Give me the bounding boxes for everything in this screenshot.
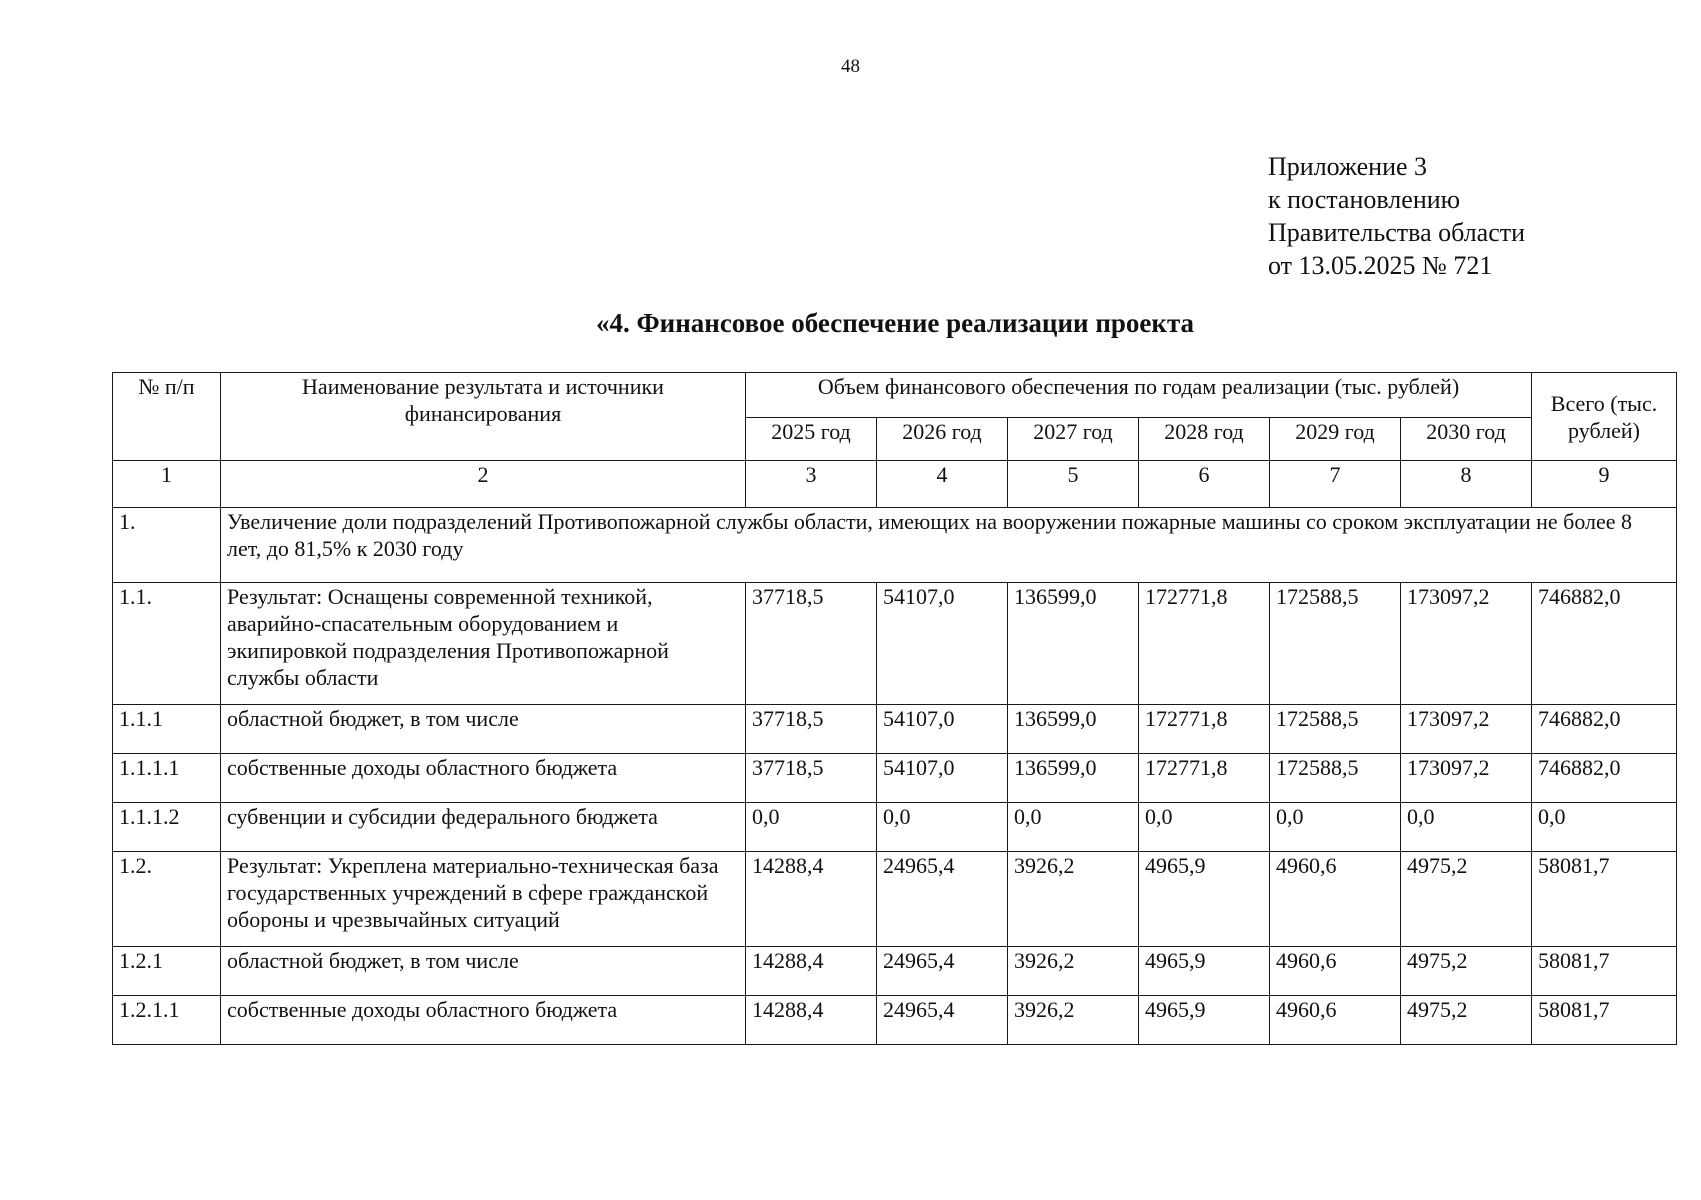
column-number: 4 bbox=[877, 461, 1008, 508]
header-year: 2029 год bbox=[1270, 418, 1401, 461]
row-total: 58081,7 bbox=[1532, 852, 1677, 947]
row-num: 1.1. bbox=[113, 583, 221, 705]
row-name: субвенции и субсидии федерального бюджета bbox=[221, 803, 746, 852]
row-name: собственные доходы областного бюджета bbox=[221, 754, 746, 803]
row-total: 746882,0 bbox=[1532, 705, 1677, 754]
header-year: 2027 год bbox=[1008, 418, 1139, 461]
row-value: 4965,9 bbox=[1139, 947, 1270, 996]
row-value: 172771,8 bbox=[1139, 705, 1270, 754]
appendix-block bbox=[1268, 150, 1525, 282]
row-num: 1.1.1.1 bbox=[113, 754, 221, 803]
table-row bbox=[113, 583, 1677, 705]
header-year: 2030 год bbox=[1401, 418, 1532, 461]
column-number: 1 bbox=[113, 461, 221, 508]
row-name: Результат: Оснащены современной техникой, аварийно-спасательным оборудованием и экипировкой подразделения Противопожарной службы области bbox=[221, 583, 746, 705]
row-value: 173097,2 bbox=[1401, 754, 1532, 803]
row-value: 24965,4 bbox=[877, 947, 1008, 996]
goal-num: 1. bbox=[113, 508, 221, 583]
column-number-row bbox=[113, 461, 1677, 508]
column-number: 8 bbox=[1401, 461, 1532, 508]
row-num: 1.2.1.1 bbox=[113, 996, 221, 1045]
row-num: 1.1.1.2 bbox=[113, 803, 221, 852]
header-year: 2028 год bbox=[1139, 418, 1270, 461]
row-num: 1.2.1 bbox=[113, 947, 221, 996]
row-value: 172771,8 bbox=[1139, 583, 1270, 705]
row-value: 4965,9 bbox=[1139, 852, 1270, 947]
goal-row bbox=[113, 508, 1677, 583]
header-volume: Объем финансового обеспечения по годам реализации (тыс. рублей) bbox=[746, 373, 1532, 418]
appendix-line-2: к постановлению bbox=[1268, 185, 1461, 214]
row-num: 1.2. bbox=[113, 852, 221, 947]
row-total: 58081,7 bbox=[1532, 947, 1677, 996]
row-value: 172588,5 bbox=[1270, 754, 1401, 803]
row-value: 37718,5 bbox=[746, 583, 877, 705]
row-total: 746882,0 bbox=[1532, 754, 1677, 803]
row-total: 0,0 bbox=[1532, 803, 1677, 852]
table-row bbox=[113, 852, 1677, 947]
row-value: 14288,4 bbox=[746, 996, 877, 1045]
data-rows bbox=[113, 583, 1677, 1045]
row-value: 54107,0 bbox=[877, 754, 1008, 803]
column-number: 9 bbox=[1532, 461, 1677, 508]
row-value: 37718,5 bbox=[746, 705, 877, 754]
row-value: 0,0 bbox=[1270, 803, 1401, 852]
row-value: 172771,8 bbox=[1139, 754, 1270, 803]
row-value: 136599,0 bbox=[1008, 754, 1139, 803]
row-value: 0,0 bbox=[877, 803, 1008, 852]
row-value: 3926,2 bbox=[1008, 852, 1139, 947]
row-value: 54107,0 bbox=[877, 583, 1008, 705]
row-value: 4960,6 bbox=[1270, 996, 1401, 1045]
row-value: 172588,5 bbox=[1270, 583, 1401, 705]
appendix-line-4: от 13.05.2025 № 721 bbox=[1268, 251, 1493, 280]
row-total: 58081,7 bbox=[1532, 996, 1677, 1045]
table-row bbox=[113, 947, 1677, 996]
header-num: № п/п bbox=[113, 373, 221, 461]
row-value: 14288,4 bbox=[746, 947, 877, 996]
header-year: 2025 год bbox=[746, 418, 877, 461]
column-number: 5 bbox=[1008, 461, 1139, 508]
row-value: 4975,2 bbox=[1401, 852, 1532, 947]
row-value: 14288,4 bbox=[746, 852, 877, 947]
row-value: 4960,6 bbox=[1270, 852, 1401, 947]
table-row bbox=[113, 996, 1677, 1045]
row-value: 172588,5 bbox=[1270, 705, 1401, 754]
row-value: 0,0 bbox=[746, 803, 877, 852]
column-number: 6 bbox=[1139, 461, 1270, 508]
row-value: 173097,2 bbox=[1401, 705, 1532, 754]
row-value: 3926,2 bbox=[1008, 947, 1139, 996]
row-value: 0,0 bbox=[1008, 803, 1139, 852]
header-total: Всего (тыс. рублей) bbox=[1532, 373, 1677, 461]
row-value: 4965,9 bbox=[1139, 996, 1270, 1045]
header-name: Наименование результата и источники финансирования bbox=[221, 373, 746, 461]
row-num: 1.1.1 bbox=[113, 705, 221, 754]
table-row bbox=[113, 803, 1677, 852]
row-value: 0,0 bbox=[1401, 803, 1532, 852]
row-value: 136599,0 bbox=[1008, 583, 1139, 705]
row-name: областной бюджет, в том числе bbox=[221, 705, 746, 754]
section-title: «4. Финансовое обеспечение реализации проекта bbox=[595, 308, 1195, 338]
row-value: 3926,2 bbox=[1008, 996, 1139, 1045]
appendix-line-3: Правительства области bbox=[1268, 218, 1526, 247]
financing-table bbox=[112, 372, 1677, 1045]
table-row bbox=[113, 754, 1677, 803]
row-value: 24965,4 bbox=[877, 996, 1008, 1045]
row-value: 24965,4 bbox=[877, 852, 1008, 947]
header-row-1 bbox=[113, 373, 1677, 418]
goal-text: Увеличение доли подразделений Противопожарной службы области, имеющих на вооружении пожарные машины со сроком эксплуатации не более 8 лет, до 81,5% к 2030 году bbox=[221, 508, 1677, 583]
row-value: 54107,0 bbox=[877, 705, 1008, 754]
row-name: областной бюджет, в том числе bbox=[221, 947, 746, 996]
row-name: Результат: Укреплена материально-техническая база государственных учреждений в сфере гражданской обороны и чрезвычайных ситуаций bbox=[221, 852, 746, 947]
row-value: 4975,2 bbox=[1401, 996, 1532, 1045]
row-name: собственные доходы областного бюджета bbox=[221, 996, 746, 1045]
row-value: 0,0 bbox=[1139, 803, 1270, 852]
appendix-line-1: Приложение 3 bbox=[1268, 152, 1428, 181]
row-value: 136599,0 bbox=[1008, 705, 1139, 754]
page-number: 48 bbox=[841, 56, 860, 77]
column-number: 7 bbox=[1270, 461, 1401, 508]
column-number: 3 bbox=[746, 461, 877, 508]
row-value: 4960,6 bbox=[1270, 947, 1401, 996]
table-row bbox=[113, 705, 1677, 754]
row-value: 173097,2 bbox=[1401, 583, 1532, 705]
column-number: 2 bbox=[221, 461, 746, 508]
row-value: 4975,2 bbox=[1401, 947, 1532, 996]
row-value: 37718,5 bbox=[746, 754, 877, 803]
header-year: 2026 год bbox=[877, 418, 1008, 461]
row-total: 746882,0 bbox=[1532, 583, 1677, 705]
